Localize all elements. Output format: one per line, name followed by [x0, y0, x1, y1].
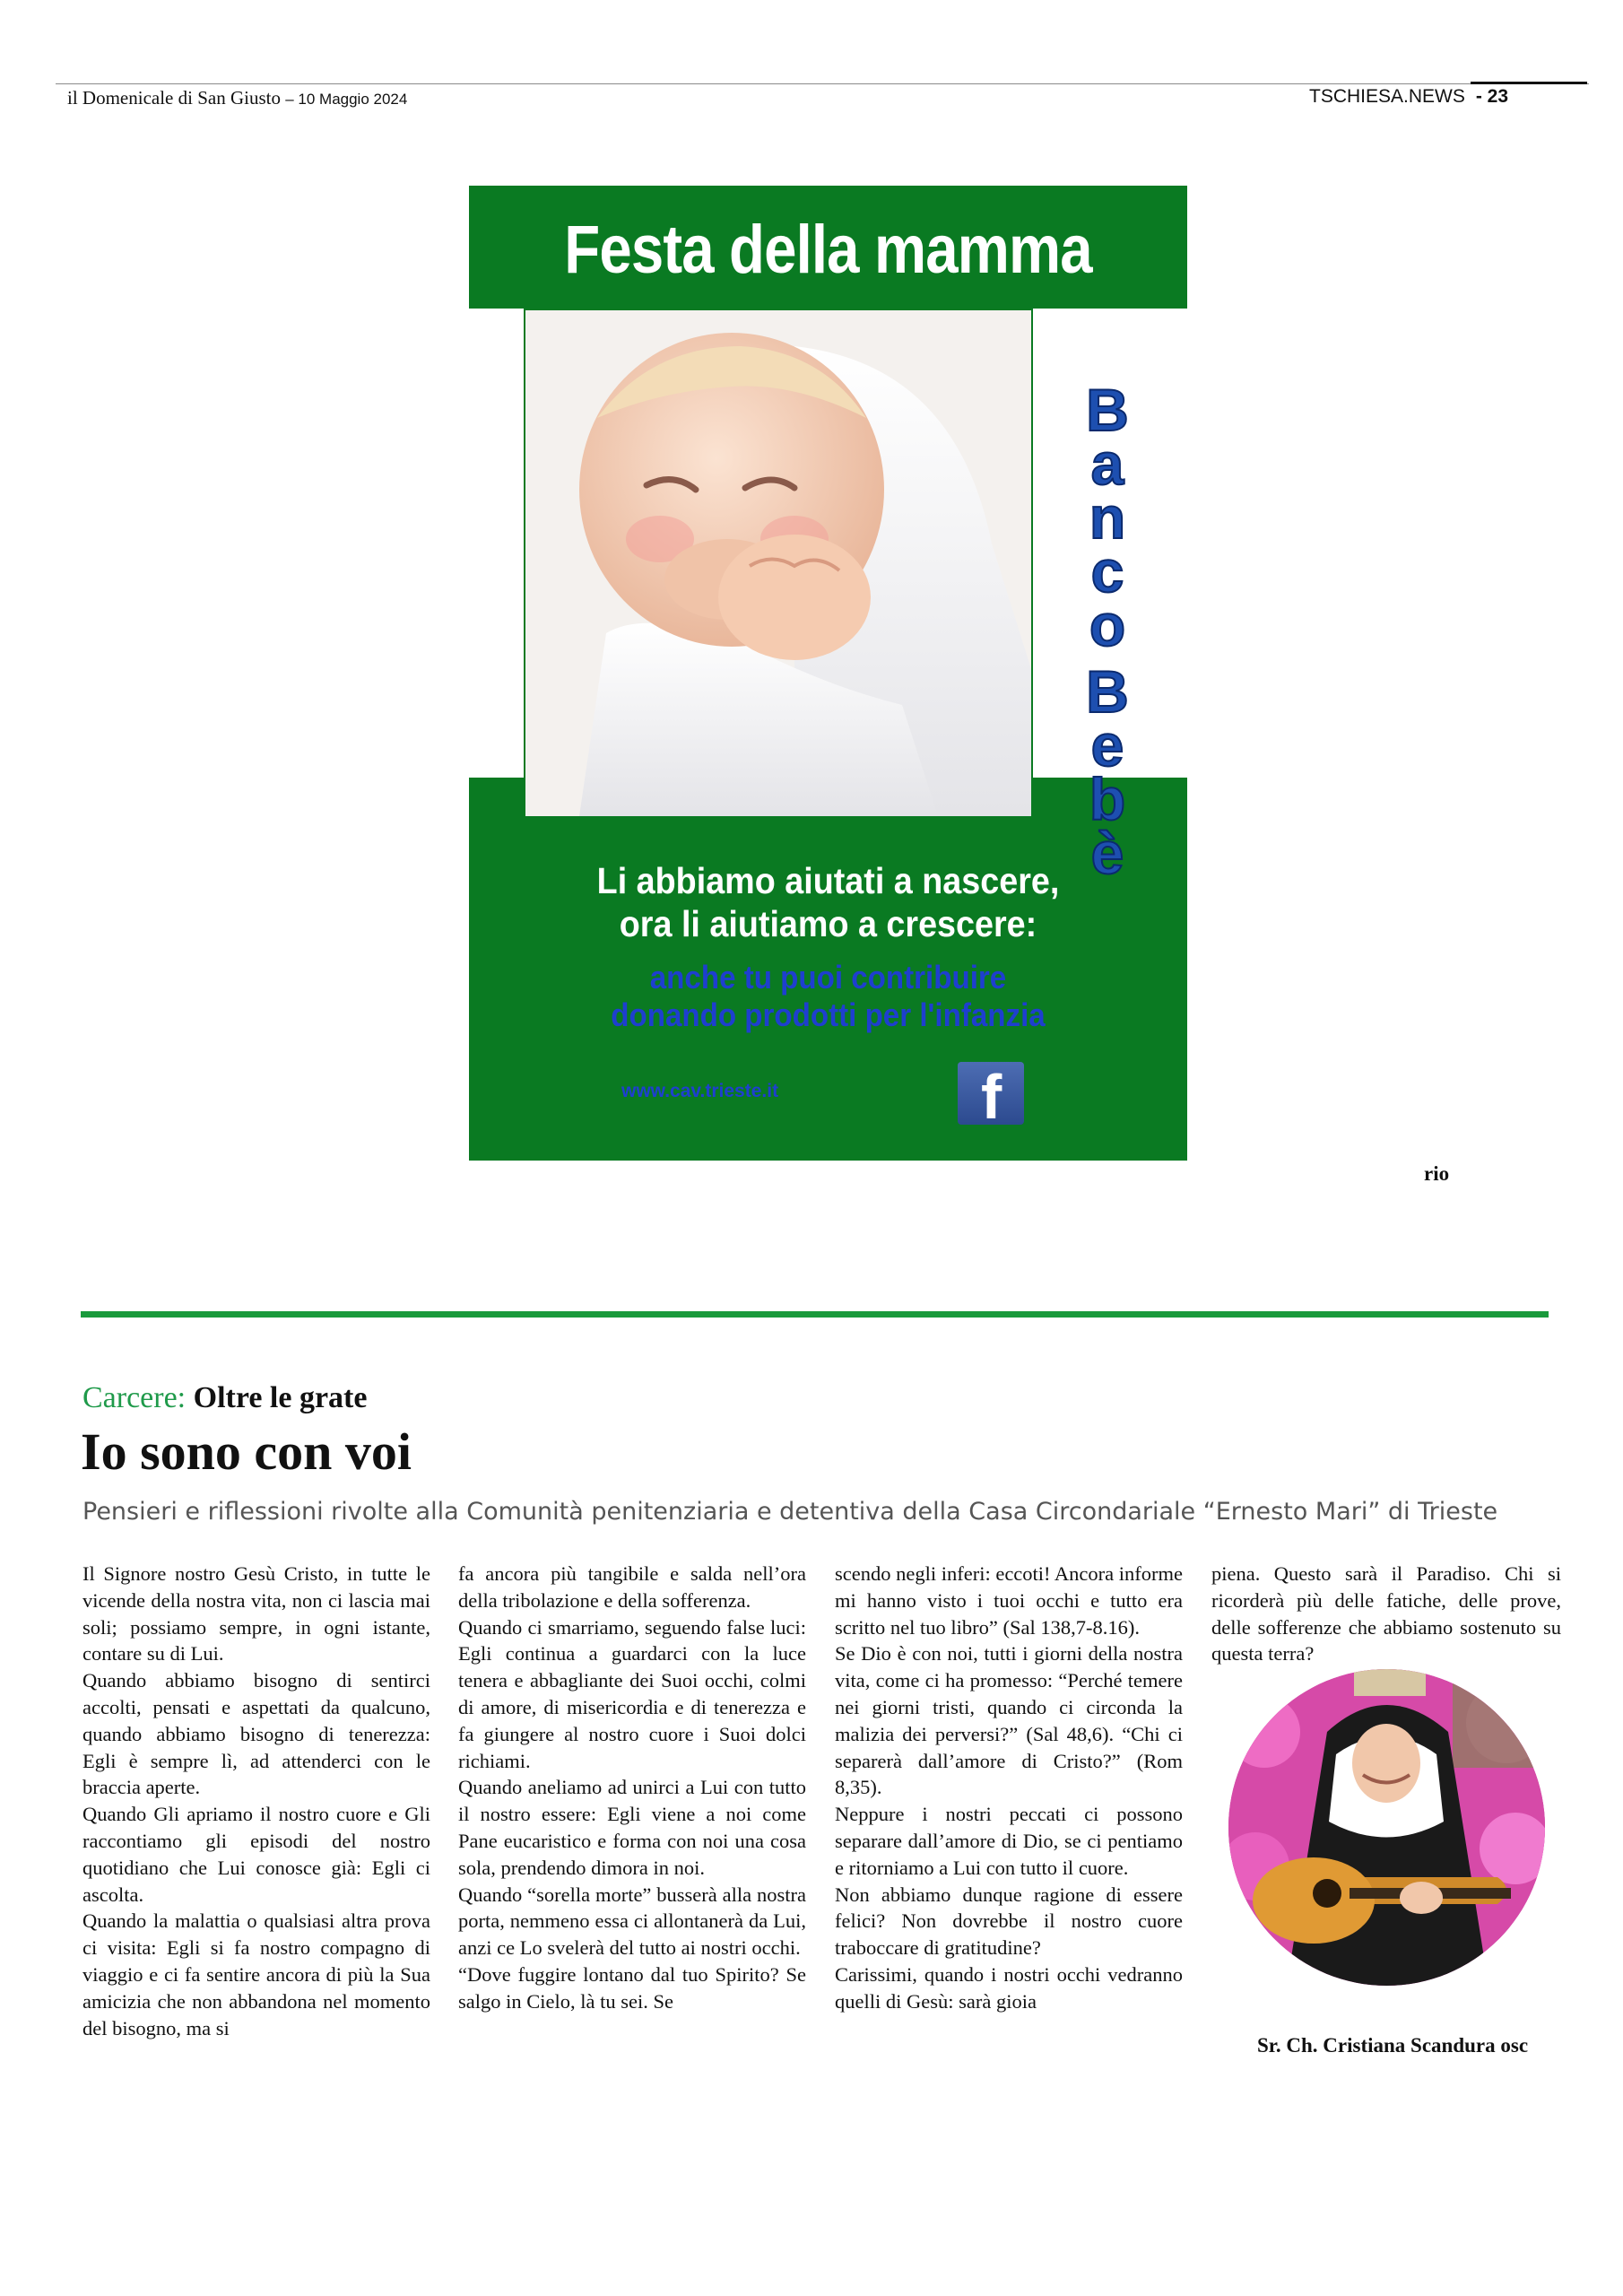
paragraph: Il Signore nostro Gesù Cristo, in tutte le vicende della nostra vita, non ci lascia mai soli; possiamo sempre, in ogni istante, contare su di Lui. [82, 1562, 430, 1665]
publication-line [67, 87, 407, 109]
author-caption: Sr. Ch. Cristiana Scandura osc [1257, 2034, 1529, 2057]
article-column-2 [458, 1561, 806, 2015]
publication-date: – 10 Maggio 2024 [285, 91, 408, 108]
vertical-letter: b [1089, 766, 1126, 832]
article-column-3 [835, 1561, 1183, 2015]
header-rule [56, 83, 1589, 84]
nun-with-guitar-illustration [1228, 1669, 1545, 1986]
vertical-letter: B [1086, 377, 1129, 443]
poster-line-4: donando prodotti per l'infanzia [611, 996, 1046, 1033]
header-rule-accent [1471, 82, 1587, 84]
poster-line-2: ora li aiutiamo a crescere: [619, 903, 1037, 944]
paragraph: Quando aneliamo ad unirci a Lui con tutto il nostro essere: Egli viene a noi come Pane eucaristico e forma con noi una cosa sola, prendendo dimora in noi. [458, 1776, 806, 1879]
publication-name: il Domenicale di San Giusto [67, 87, 281, 109]
article-subhead: Pensieri e riflessioni rivolte alla Comunità penitenziaria e detentiva della Casa Circondariale “Ernesto Mari” di Trieste [82, 1498, 1498, 1526]
article-column-4 [1211, 1561, 1561, 1667]
vertical-letter: o [1089, 592, 1126, 658]
kicker-label: Carcere: [82, 1381, 187, 1414]
baby-photo [524, 309, 1033, 818]
paragraph: Quando ci smarriamo, seguendo false luci: Egli continua a guardarci con la luce tenera e abbagliante dei Suoi occhi, colmi di amore, di misericordia e di tenerezza e fa giungere al nostro cuore i Suoi dolci richiami. [458, 1615, 806, 1772]
poster-title: Festa della mamma [564, 212, 1092, 288]
article-headline: Io sono con voi [81, 1422, 412, 1481]
banco-bebe-poster [469, 186, 1187, 1161]
paragraph: fa ancora più tangibile e salda nell’ora della tribolazione e della sofferenza. [458, 1562, 806, 1612]
page-number: - 23 [1475, 86, 1509, 107]
paragraph: Quando “sorella morte” busserà alla nostra porta, nemmeno essa ci allontanerà da Lui, anzi ce Lo svelerà del tutto ai nostri occhi. [458, 1883, 806, 1960]
vertical-letter: è [1090, 820, 1124, 886]
site-and-page [1309, 86, 1508, 108]
paragraph: Carissimi, quando i nostri occhi vedranno quelli di Gesù: sarà gioia [835, 1962, 1183, 2013]
paragraph: scendo negli inferi: eccoti! Ancora informe mi hanno visto i tuoi occhi e tutto era scritto nel tuo libro” (Sal 138,7-8.16). [835, 1562, 1183, 1639]
author-photo [1228, 1669, 1545, 1986]
section-divider [81, 1311, 1549, 1318]
paragraph: Neppure i nostri peccati ci possono separare dall’amore di Dio, se ci pentiamo e ritorniamo a Lui con tutto il cuore. [835, 1803, 1183, 1879]
paragraph: Quando Gli apriamo il nostro cuore e Gli raccontiamo gli episodi del nostro quotidiano che Lui conosce già: Egli ci ascolta. [82, 1803, 430, 1906]
paragraph: Non abbiamo dunque ragione di essere felici? Non dovrebbe il nostro cuore traboccare di gratitudine? [835, 1883, 1183, 1960]
vertical-letter: n [1089, 484, 1126, 551]
kicker-title: Oltre le grate [193, 1381, 368, 1414]
article-kicker [82, 1381, 367, 1415]
facebook-icon[interactable]: f [958, 1062, 1024, 1125]
vertical-letter: e [1090, 712, 1124, 778]
baby-illustration [525, 310, 1031, 816]
paragraph: Quando la malattia o qualsiasi altra prova ci visita: Egli si fa nostro compagno di viaggio e ci fa sentire ancora di più la Sua amicizia che non abbandona nel momento del bisogno, ma si [82, 1909, 430, 2039]
article-column-1 [82, 1561, 430, 2041]
site-name: TSCHIESA.NEWS [1309, 86, 1465, 107]
paragraph: “Dove fuggire lontano dal tuo Spirito? Se salgo in Cielo, là tu sei. Se [458, 1962, 806, 2013]
banco-bebe-vertical-title [1063, 377, 1152, 886]
poster-line-1: Li abbiamo aiutati a nascere, [596, 860, 1060, 901]
poster-website-link[interactable]: www.cav.trieste.it [621, 1081, 779, 1101]
vertical-letter: a [1090, 430, 1124, 497]
poster-line-3: anche tu puoi contribuire [649, 959, 1007, 996]
paragraph: Se Dio è con noi, tutti i giorni della nostra vita, come ci ha promesso: “Perché temere nei giorni tristi, quando ci circonda la malizia dei perversi?” (Sal 48,6). “Chi ci separerà dall’amore di Cristo?” (Rom 8,35). [835, 1642, 1183, 1799]
vertical-letter: c [1090, 538, 1124, 604]
paragraph: piena. Questo sarà il Paradiso. Chi si ricorderà più delle fatiche, delle prove, delle sofferenze che abbiamo sostenuto su questa terra? [1211, 1562, 1561, 1665]
paragraph: Quando abbiamo bisogno di sentirci accolti, pensati e aspettati da qualcuno, quando abbiamo bisogno di tenerezza: Egli è sempre lì, ad attenderci con le braccia aperte. [82, 1669, 430, 1799]
vertical-letter: B [1086, 658, 1129, 725]
stray-text: rio [1424, 1162, 1450, 1185]
